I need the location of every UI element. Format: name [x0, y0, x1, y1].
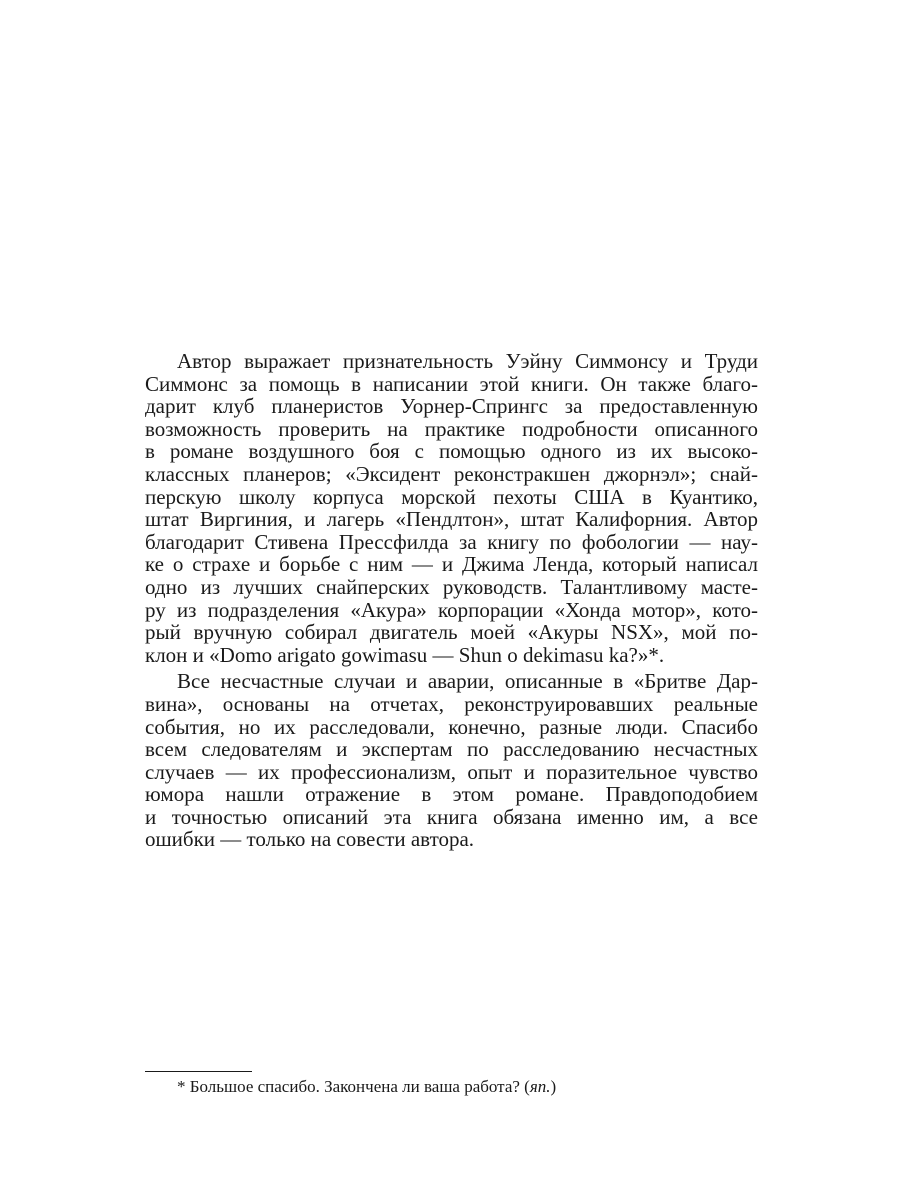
text-line: рый вручную собирал двигатель моей «Акуры NSX», мой по-	[145, 620, 758, 645]
text-line: возможность проверить на практике подробности описанного	[145, 416, 758, 441]
text-line: благодарит Стивена Прессфилда за книгу по фобологии — нау-	[145, 529, 758, 554]
text-line: юмора нашли отражение в этом романе. Правдоподобием	[145, 782, 758, 807]
text-line: классных планеров; «Эксидент реконстракшен джорнэл»; снай-	[145, 461, 758, 486]
text-line: всем следователям и экспертам по расследованию несчастных	[145, 737, 758, 762]
footnote-closing: )	[550, 1077, 557, 1096]
main-text	[145, 350, 758, 851]
text-line: Все несчастные случаи и аварии, описанные в «Бритве Дар-	[177, 669, 758, 694]
text-line: Симмонс за помощь в написании этой книги. Он также благо-	[145, 371, 758, 396]
footnote-divider	[145, 1071, 252, 1072]
text-line: события, но их расследовали, конечно, разные люди. Спасибо	[145, 714, 758, 739]
text-line: в романе воздушного боя с помощью одного из их высоко-	[145, 439, 758, 464]
text-line: вина», основаны на отчетах, реконструировавших реальные	[145, 691, 758, 716]
text-line: и точностью описаний эта книга обязана именно им, а все	[145, 804, 758, 829]
text-line: случаев — их профессионализм, опыт и поразительное чувство	[145, 759, 758, 784]
text-line: дарит клуб планеристов Уорнер-Спрингс за предоставленную	[145, 394, 758, 419]
text-line: клон и «Domo arigato gowimasu — Shun o dekimasu ka?»*.	[145, 642, 665, 667]
footnote-language-abbrev: яп.	[529, 1077, 551, 1096]
paragraph-1	[145, 350, 758, 666]
text-line: одно из лучших снайперских руководств. Талантливому масте-	[145, 574, 758, 599]
text-line: ошибки — только на совести автора.	[145, 827, 475, 852]
paragraph-2	[145, 670, 758, 851]
text-line: перскую школу корпуса морской пехоты США в Куантико,	[145, 484, 758, 509]
text-line: штат Виргиния, и лагерь «Пендлтон», штат Калифорния. Автор	[145, 507, 758, 532]
text-line: Автор выражает признательность Уэйну Симмонсу и Труди	[177, 349, 758, 373]
text-line: ру из подразделения «Акура» корпорации «Хонда мотор», кото-	[145, 597, 758, 622]
text-line: ке о страхе и борьбе с ним — и Джима Ленда, который написал	[145, 552, 758, 577]
footnote-text: * Большое спасибо. Закончена ли ваша работа? (	[177, 1077, 530, 1096]
footnote	[177, 1077, 556, 1097]
